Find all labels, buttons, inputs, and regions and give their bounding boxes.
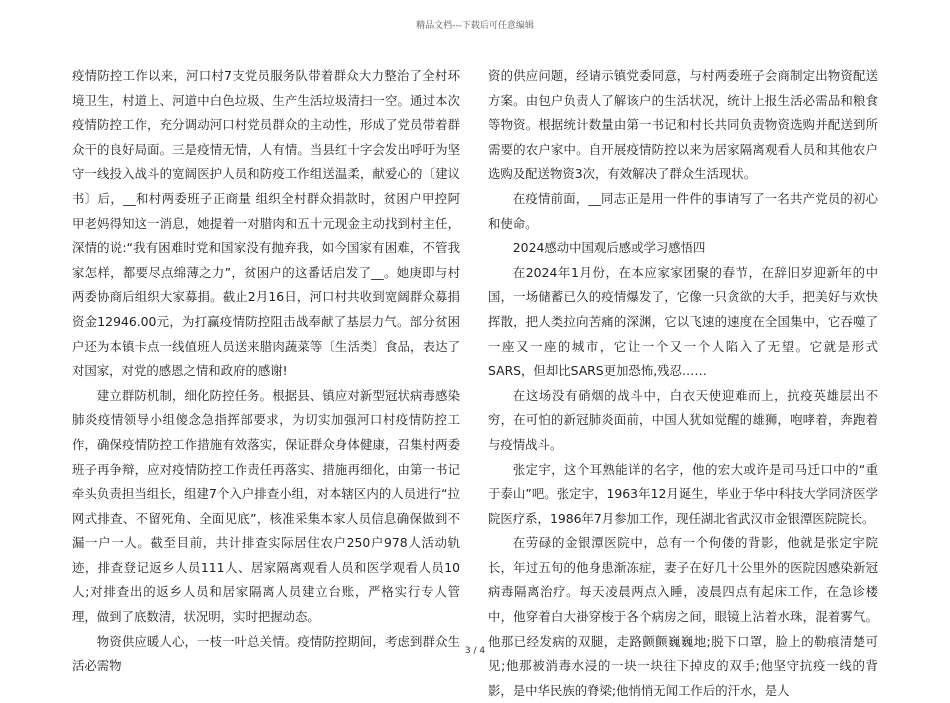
paragraph: 在这场没有硝烟的战斗中，白衣天使迎难而上，抗疫英雄层出不穷，在可怕的新冠肺炎面前，中国人犹如觉醒的雄狮，咆哮着，奔跑着与疫情战斗。 — [488, 387, 878, 452]
page-number: 3 / 4 — [464, 646, 486, 656]
page-header: 精品文档---下载后可任意编辑 — [416, 21, 534, 31]
paragraph: 在2024年1月份，在本应家家团聚的春节，在辞旧岁迎新年的中国，一场储蓄已久的疫情爆发了，它像一只贪欲的大手，把美好与欢快挥散，把人类拉向苦痛的深渊，它以飞速的速度在全国集中，它吞噬了一座又一座的城市，它让一个又一个人陷入了无望。它就是形式SARS，但却比SARS更加恐怖,残忍…… — [488, 264, 878, 379]
paragraph: 物资供应暖人心，一枝一叶总关情。疫情防控期间，考虑到群众生活必需物 — [72, 633, 460, 674]
paragraph: 在疫情前面，__同志正是用一件件的事请写了一名共产党员的初心和使命。 — [488, 190, 878, 231]
paragraph: 在劳碌的金银潭医院中，总有一个佝偻的背影，他就是张定宇院长，年过五旬的他身患渐冻症，妻子在好几十公里外的医院因感染新冠病毒隔离治疗。每天凌晨两点入睡，凌晨四点有起床工作，在急诊楼中，他穿着白大褂穿梭于各个病房之间，眼镜上沾着水珠，混着雾气。他那已经发病的双腿，走路颤颤巍巍地;脱下口罩，脸上的勒痕清楚可见;他那被消毒水浸的一块一块往下掉皮的双手;他坚守抗疫一线的背影，是中华民族的脊梁;他悄悄无闻工作后的汗水，是人 — [488, 535, 878, 698]
paragraph: 疫情防控工作以来，河口村7支党员服务队带着群众大力整治了全村环境卫生，村道上、河道中白色垃圾、生产生活垃圾清扫一空。通过本次疫情防控工作，充分调动河口村党员群众的主动性，形成了党员带着群众干的良好局面。三是疫情无情，人有情。当县红十字会发出呼吁为坚守一线投入战斗的宽阔医护人员和防疫工作组送温柔，献爱心的〔建议书〕后，__和村两委班子正商量 组织全村群众捐款时，贫困户甲控阿甲老妈得知这一消息，她提着一对腊肉和五十元现金主动找到村主任，深情的说:“我有困难时党和国家没有抛弃我，如今国家有困难，不管我家怎样，都要尽点绵薄之力”，贫困户的这番话启发了__。她庚即与村两委协商后组织大家募捐。截止2月16日，河口村共收到宽阔群众募捐资金12946.00元，为打赢疫情防控阻击战奉献了基层力气。部分贫困户还为本镇卡点一线值班人员送来腊肉蔬菜等〔生活类〕食品，表达了对国家，对党的感恩之情和政府的感谢! — [72, 68, 460, 379]
right-column — [488, 64, 878, 703]
paragraph: 张定宇，这个耳熟能详的名字，他的宏大或许是司马迁口中的“重于泰山”吧。张定宇，1963年12月诞生，毕业于华中科技大学同济医学院医疗系，1986年7月参加工作，现任湖北省武汉市金银潭医院院长。 — [488, 461, 878, 526]
paragraph: 建立群防机制，细化防控任务。根据县、镇应对新型冠状病毒感染肺炎疫情领导小组傻念急指挥部要求，为切实加强河口村疫情防控工作，确保疫情防控工作措施有效落实，保证群众身体健康，召集村两委班子再争辩，应对疫情防控工作责任再落实、措施再细化，由第一书记牵头负责担当组长，组建7个入户排查小组，对本辖区内的人员进行“拉网式排查、不留死角、全面见底”，核准采集本家人员信息确保做到不漏一户一人。截至目前，共计排查实际居住农户250户978人活动轨迹，排查登记返乡人员111人、居家隔离观看人员和医学观看人员10人;对排查出的返乡人员和居家隔离人员建立台账，严格实行专人管理，做到了底数清，状况明，实时把握动态。 — [72, 387, 460, 625]
paragraph: 资的供应问题，经请示镇党委同意，与村两委班子会商制定出物资配送方案。由包户负责人了解该户的生活状况，统计上报生活必需品和粮食等物资。根据统计数量由第一书记和村长共同负责物资选购并配送到所需要的农户家中。自开展疫情防控以来为居家隔离观看人员和其他农户选购及配送物资3次，有效解决了群众生活现状。 — [488, 68, 878, 182]
left-column — [72, 64, 460, 679]
section-heading: 2024感动中国观后感或学习感悟四 — [512, 240, 706, 256]
